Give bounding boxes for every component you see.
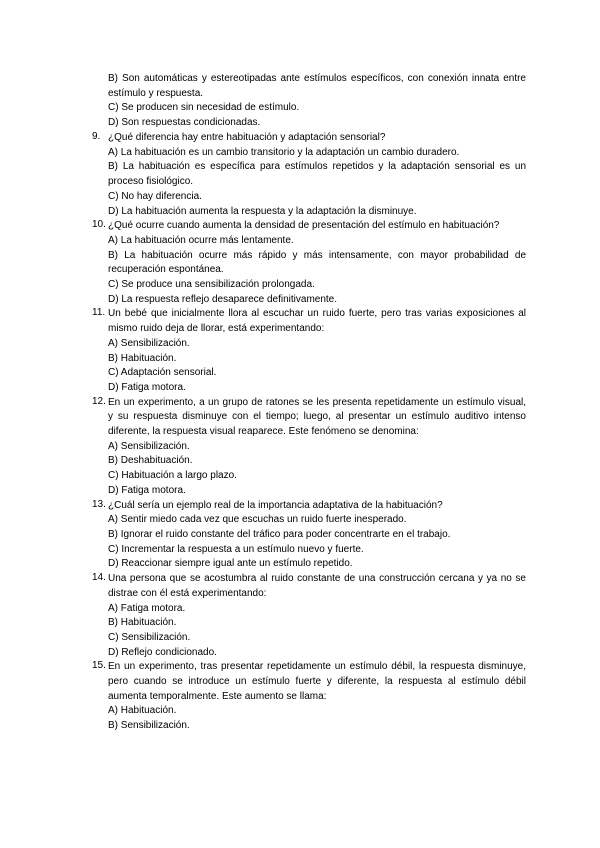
- answer-option: A) Sentir miedo cada vez que escuchas un ruido fuerte inesperado.: [108, 514, 407, 526]
- question-text: ¿Cuál sería un ejemplo real de la importancia adaptativa de la habituación?: [108, 499, 443, 511]
- answer-option: A) La habituación es un cambio transitorio y la adaptación un cambio duradero.: [108, 146, 460, 158]
- answer-option: D) Reaccionar siempre igual ante un estímulo repetido.: [108, 558, 353, 570]
- answer-option: B) La habituación ocurre más rápido y más intensamente, con mayor probabilidad de recuperación espontánea.: [108, 249, 526, 276]
- question-block: [92, 219, 526, 307]
- question-number: 11.: [92, 307, 106, 319]
- answer-option: B) Habituación.: [108, 352, 177, 364]
- question-number: 14.: [92, 572, 106, 584]
- answer-option: A) La habituación ocurre más lentamente.: [108, 234, 294, 246]
- question-text: Un bebé que inicialmente llora al escuchar un ruido fuerte, pero tras varias exposiciones al mismo ruido deja de llorar, está experimentando:: [108, 308, 526, 335]
- question-number: 13.: [92, 498, 106, 510]
- answer-option: B) La habituación es específica para estímulos repetidos y la adaptación sensorial es un proceso fisiológico.: [108, 161, 526, 188]
- answer-option: D) Fatiga motora.: [108, 484, 186, 496]
- answer-option: C) Habituación a largo plazo.: [108, 470, 237, 482]
- option: B) Son automáticas y estereotipadas ante estímulos específicos, con conexión innata entre estímulo y respuesta.: [108, 73, 526, 99]
- answer-option: C) Adaptación sensorial.: [108, 367, 217, 379]
- answer-option: A) Sensibilización.: [108, 337, 190, 349]
- answer-option: C) No hay diferencia.: [108, 190, 202, 202]
- question-number: 15.: [92, 660, 106, 672]
- question-block: [92, 131, 526, 219]
- answer-option: D) La respuesta reflejo desaparece definitivamente.: [108, 293, 338, 305]
- question-list: [92, 131, 526, 734]
- answer-option: D) La habituación aumenta la respuesta y la adaptación la disminuye.: [108, 205, 417, 217]
- question-block: [92, 660, 526, 734]
- question-text: ¿Qué ocurre cuando aumenta la densidad de presentación del estímulo en habituación?: [108, 220, 500, 232]
- answer-option: B) Habituación.: [108, 617, 177, 629]
- answer-option: C) Se produce una sensibilización prolongada.: [108, 279, 315, 291]
- question-number: 10.: [92, 219, 106, 231]
- question-block: [92, 572, 526, 660]
- question-text: ¿Qué diferencia hay entre habituación y adaptación sensorial?: [108, 132, 386, 143]
- answer-option: A) Sensibilización.: [108, 440, 190, 452]
- question-block: [92, 307, 526, 395]
- answer-option: B) Ignorar el ruido constante del tráfico para poder concentrarte en el trabajo.: [108, 528, 451, 540]
- continued-question-options: [108, 72, 526, 131]
- answer-option: B) Sensibilización.: [108, 720, 190, 732]
- question-text: Una persona que se acostumbra al ruido constante de una construcción cercana y ya no se distrae con él está experimentando:: [108, 573, 526, 599]
- answer-option: C) Sensibilización.: [108, 631, 191, 643]
- question-block: [92, 499, 526, 573]
- question-text: En un experimento, tras presentar repetidamente un estímulo débil, la respuesta disminuye, pero cuando se introduce un estímulo fuerte y diferente, la respuesta al estímulo débil aumenta temporalmente. Este aumento se llama:: [108, 661, 526, 702]
- option: C) Se producen sin necesidad de estímulo.: [108, 102, 300, 114]
- question-number: 9.: [92, 131, 101, 142]
- answer-option: D) Fatiga motora.: [108, 381, 186, 393]
- answer-option: C) Incrementar la respuesta a un estímulo nuevo y fuerte.: [108, 543, 364, 555]
- question-text: En un experimento, a un grupo de ratones se les presenta repetidamente un estímulo visual, y su respuesta disminuye con el tiempo; luego, al presentar un estímulo auditivo intenso diferente, la respuesta visual reaparece. Este fenómeno se denomina:: [108, 396, 526, 438]
- question-block: [92, 396, 526, 499]
- answer-option: A) Fatiga motora.: [108, 602, 186, 614]
- answer-option: A) Habituación.: [108, 705, 177, 717]
- question-number: 12.: [92, 395, 106, 407]
- answer-option: B) Deshabituación.: [108, 455, 193, 467]
- answer-option: D) Reflejo condicionado.: [108, 646, 217, 658]
- option: D) Son respuestas condicionadas.: [108, 117, 261, 129]
